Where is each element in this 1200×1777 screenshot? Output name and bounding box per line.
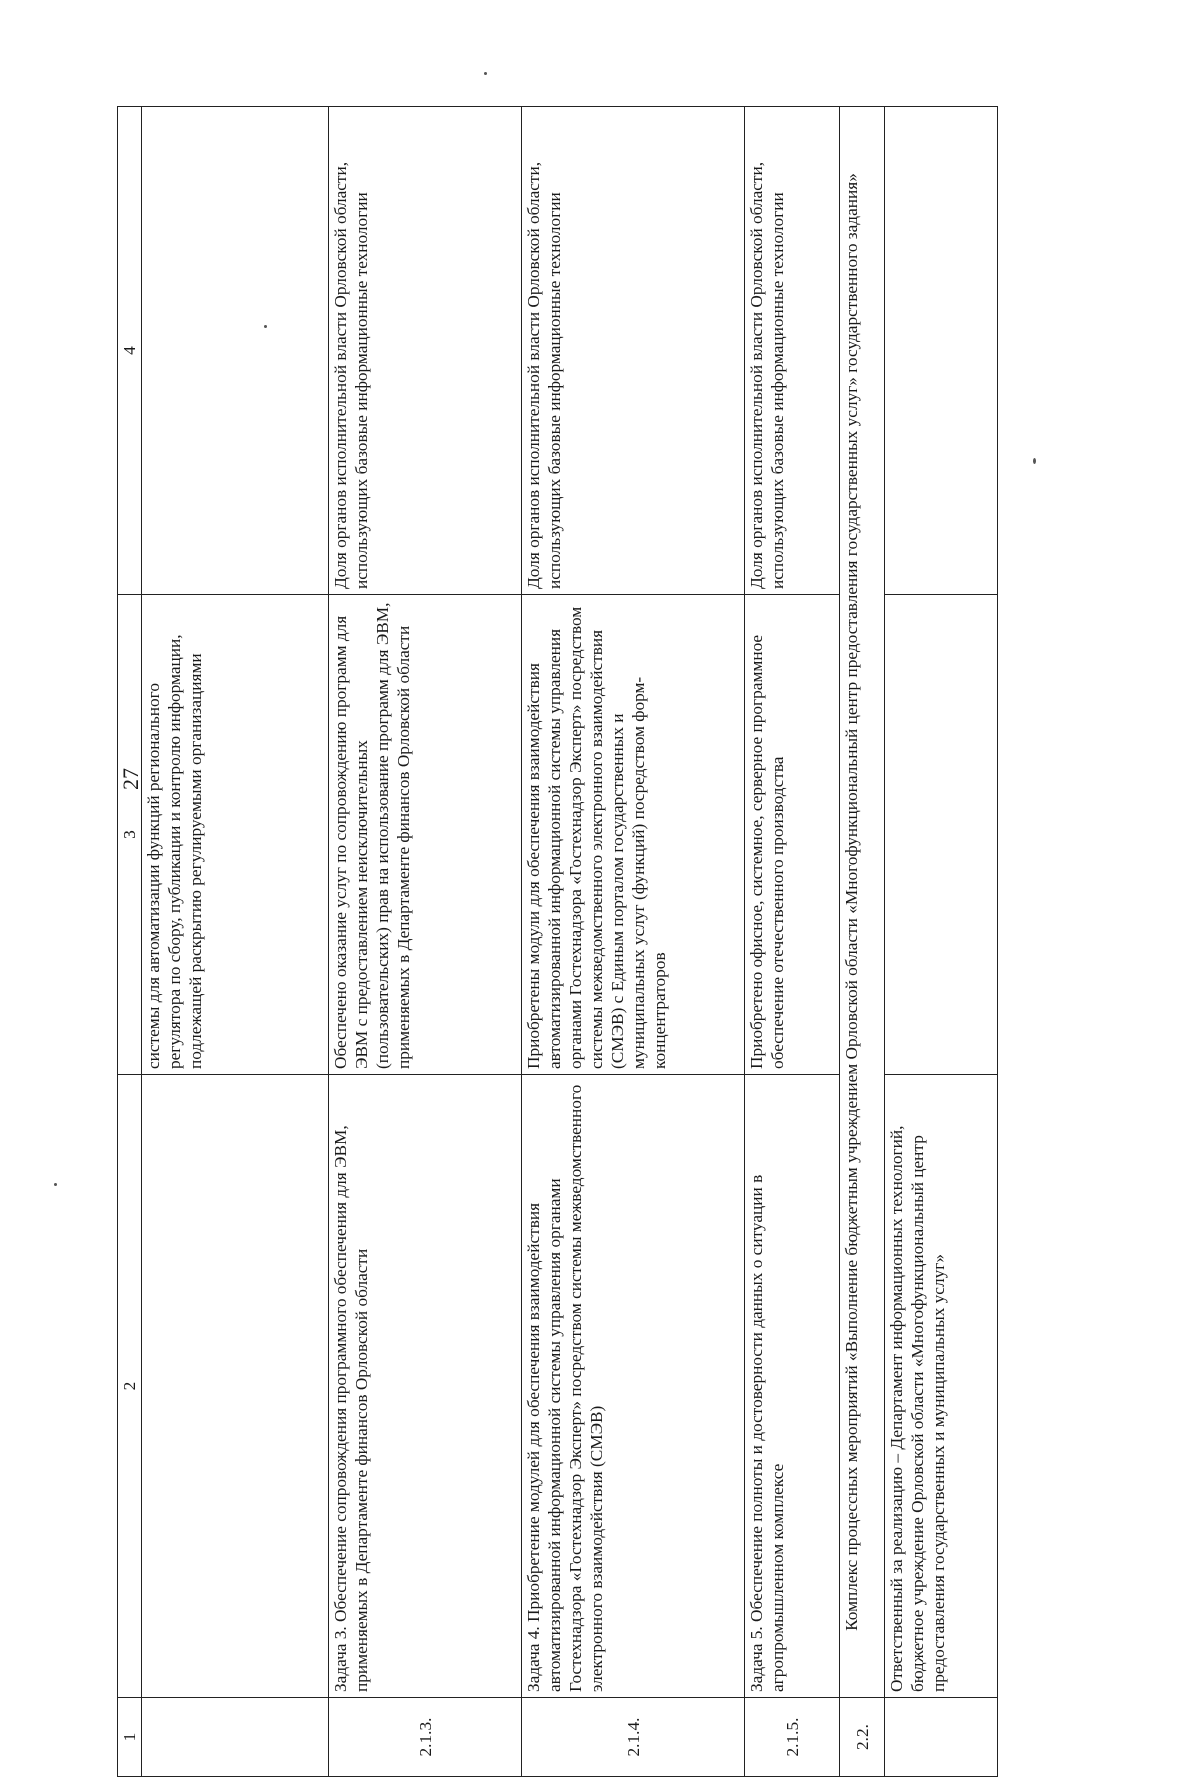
- task-cell: Задача 3. Обеспечение сопровождения программного обеспечения для ЭВМ, применяемых в Департаменте финансов Орловской области: [329, 1075, 522, 1698]
- result-cell: системы для автоматизации функций регионального регулятора по сбору, публикации и контролю информации, подлежащей раскрытию регулируемыми организациями: [142, 595, 329, 1075]
- column-header-1: 1: [118, 1698, 142, 1777]
- complex-measures-cell: Комплекс процессных мероприятий «Выполнение бюджетным учреждением Орловской области «Многофункциональный центр предоставления государственных услуг» государственного задания»: [840, 107, 885, 1698]
- scan-speck: [264, 325, 267, 328]
- column-header-4: 4: [118, 107, 142, 595]
- scan-speck: [484, 72, 487, 75]
- row-number: 2.2.: [840, 1698, 885, 1777]
- page-number: 27: [118, 768, 143, 790]
- indicator-cell: Доля органов исполнительной власти Орловской области, использующих базовые информационные технологии: [329, 107, 522, 595]
- table-row-2-2: [840, 107, 885, 1777]
- table-row-2-1-5: [745, 107, 840, 1777]
- indicator-cell: Доля органов исполнительной власти Орловской области, использующих базовые информационные технологии: [745, 107, 840, 595]
- row-number: 2.1.3.: [329, 1698, 522, 1777]
- task-cell: Задача 4. Приобретение модулей для обеспечения взаимодействия автоматизированной информационной системы управления органами Гостехнадзора «Гостехнадзор Эксперт» посредством системы межведомственного электронного взаимодействия (СМЭВ): [522, 1075, 745, 1698]
- scan-speck: [1033, 458, 1036, 464]
- table-row-continuation: [142, 107, 329, 1777]
- table-row-2-1-4: [522, 107, 745, 1777]
- row-number: 2.1.5.: [745, 1698, 840, 1777]
- column-header-2: 2: [118, 1075, 142, 1698]
- column-header-3: 3: [118, 595, 142, 1075]
- row-number-empty: [885, 1698, 998, 1777]
- result-cell: Обеспечено оказание услуг по сопровождению программ для ЭВМ с предоставлением неисключительных (пользовательских) прав на использование программ для ЭВМ, применяемых в Департаменте финансов Орловской области: [329, 595, 522, 1075]
- task-cell: Задача 5. Обеспечение полноты и достоверности данных о ситуации в агропромышленном комплексе: [745, 1075, 840, 1698]
- indicator-cell: [142, 107, 329, 595]
- scan-speck: [54, 1183, 57, 1186]
- task-cell: [142, 1075, 329, 1698]
- rotated-table-wrapper: [117, 107, 1017, 1777]
- indicator-cell: Доля органов исполнительной власти Орловской области, использующих базовые информационные технологии: [522, 107, 745, 595]
- header-row: [118, 107, 142, 1777]
- program-measures-table: [117, 106, 998, 1777]
- row-number: [142, 1698, 329, 1777]
- result-cell: Приобретено офисное, системное, серверное программное обеспечение отечественного производства: [745, 595, 840, 1075]
- row-number: 2.1.4.: [522, 1698, 745, 1777]
- table-row-responsible: [885, 107, 998, 1777]
- responsible-cell: Ответственный за реализацию – Департамент информационных технологий, бюджетное учреждение Орловской области «Многофункциональный центр предоставления государственных и муниципальных услуг»: [885, 1075, 998, 1698]
- empty-cell: [885, 107, 998, 595]
- result-cell: Приобретены модули для обеспечения взаимодействия автоматизированной информационной системы управления органами Гостехнадзора «Гостехнадзор Эксперт» посредством системы межведомственного электронного взаимодействия (СМЭВ) с Единым порталом государственных и муниципальных услуг (функций) посредством форм-концентраторов: [522, 595, 745, 1075]
- empty-cell: [885, 595, 998, 1075]
- table-row-2-1-3: [329, 107, 522, 1777]
